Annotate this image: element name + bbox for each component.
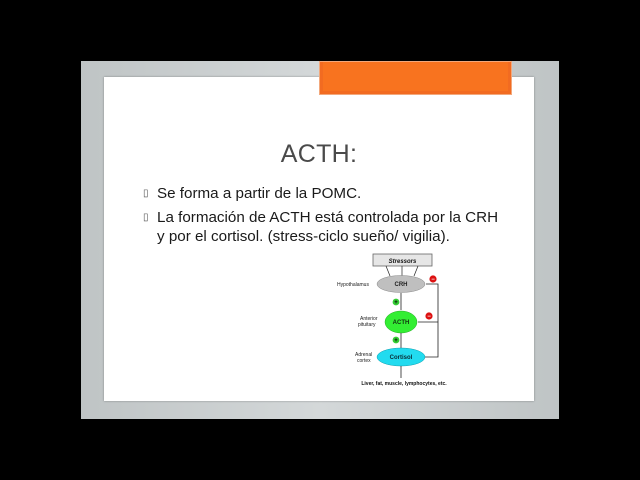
accent-bar bbox=[319, 61, 512, 95]
crh-label: CRH bbox=[394, 282, 408, 288]
anterior-label: Anterior bbox=[360, 316, 378, 322]
bullet-text: Se forma a partir de la POMC. bbox=[157, 185, 362, 202]
bullet-item bbox=[143, 184, 503, 204]
hypothalamus-label: Hypothalamus bbox=[337, 282, 369, 288]
hpa-axis-diagram bbox=[330, 252, 470, 392]
stressors-label: Stressors bbox=[388, 259, 417, 265]
acth-label: ACTH bbox=[392, 320, 410, 326]
adrenal-label: Adrenal bbox=[355, 352, 373, 358]
bullet-list bbox=[143, 184, 503, 251]
minus-sign: − bbox=[431, 277, 435, 283]
stressor-arrow bbox=[386, 266, 390, 276]
plus-sign: + bbox=[394, 300, 398, 307]
bullet-marker-icon: ▯ bbox=[143, 188, 149, 199]
feedback-loop bbox=[425, 284, 438, 357]
pituitary-label: pituitary bbox=[358, 322, 376, 328]
plus-sign: + bbox=[394, 338, 398, 345]
stressor-arrow bbox=[414, 266, 418, 276]
targets-label: Liver, fat, muscle, lymphocytes, etc. bbox=[361, 381, 447, 387]
bullet-text: La formación de ACTH está controlada por la CRH y por el cortisol. (stress-ciclo sueño/ vigilia). bbox=[157, 208, 499, 245]
cortex-label: cortex bbox=[357, 358, 371, 364]
bullet-marker-icon: ▯ bbox=[143, 211, 149, 223]
accent-bar-fill bbox=[323, 62, 508, 91]
cortisol-label: Cortisol bbox=[389, 355, 413, 361]
slide-title: ACTH: bbox=[280, 140, 358, 168]
minus-sign: − bbox=[427, 314, 431, 320]
bullet-item bbox=[143, 208, 503, 247]
